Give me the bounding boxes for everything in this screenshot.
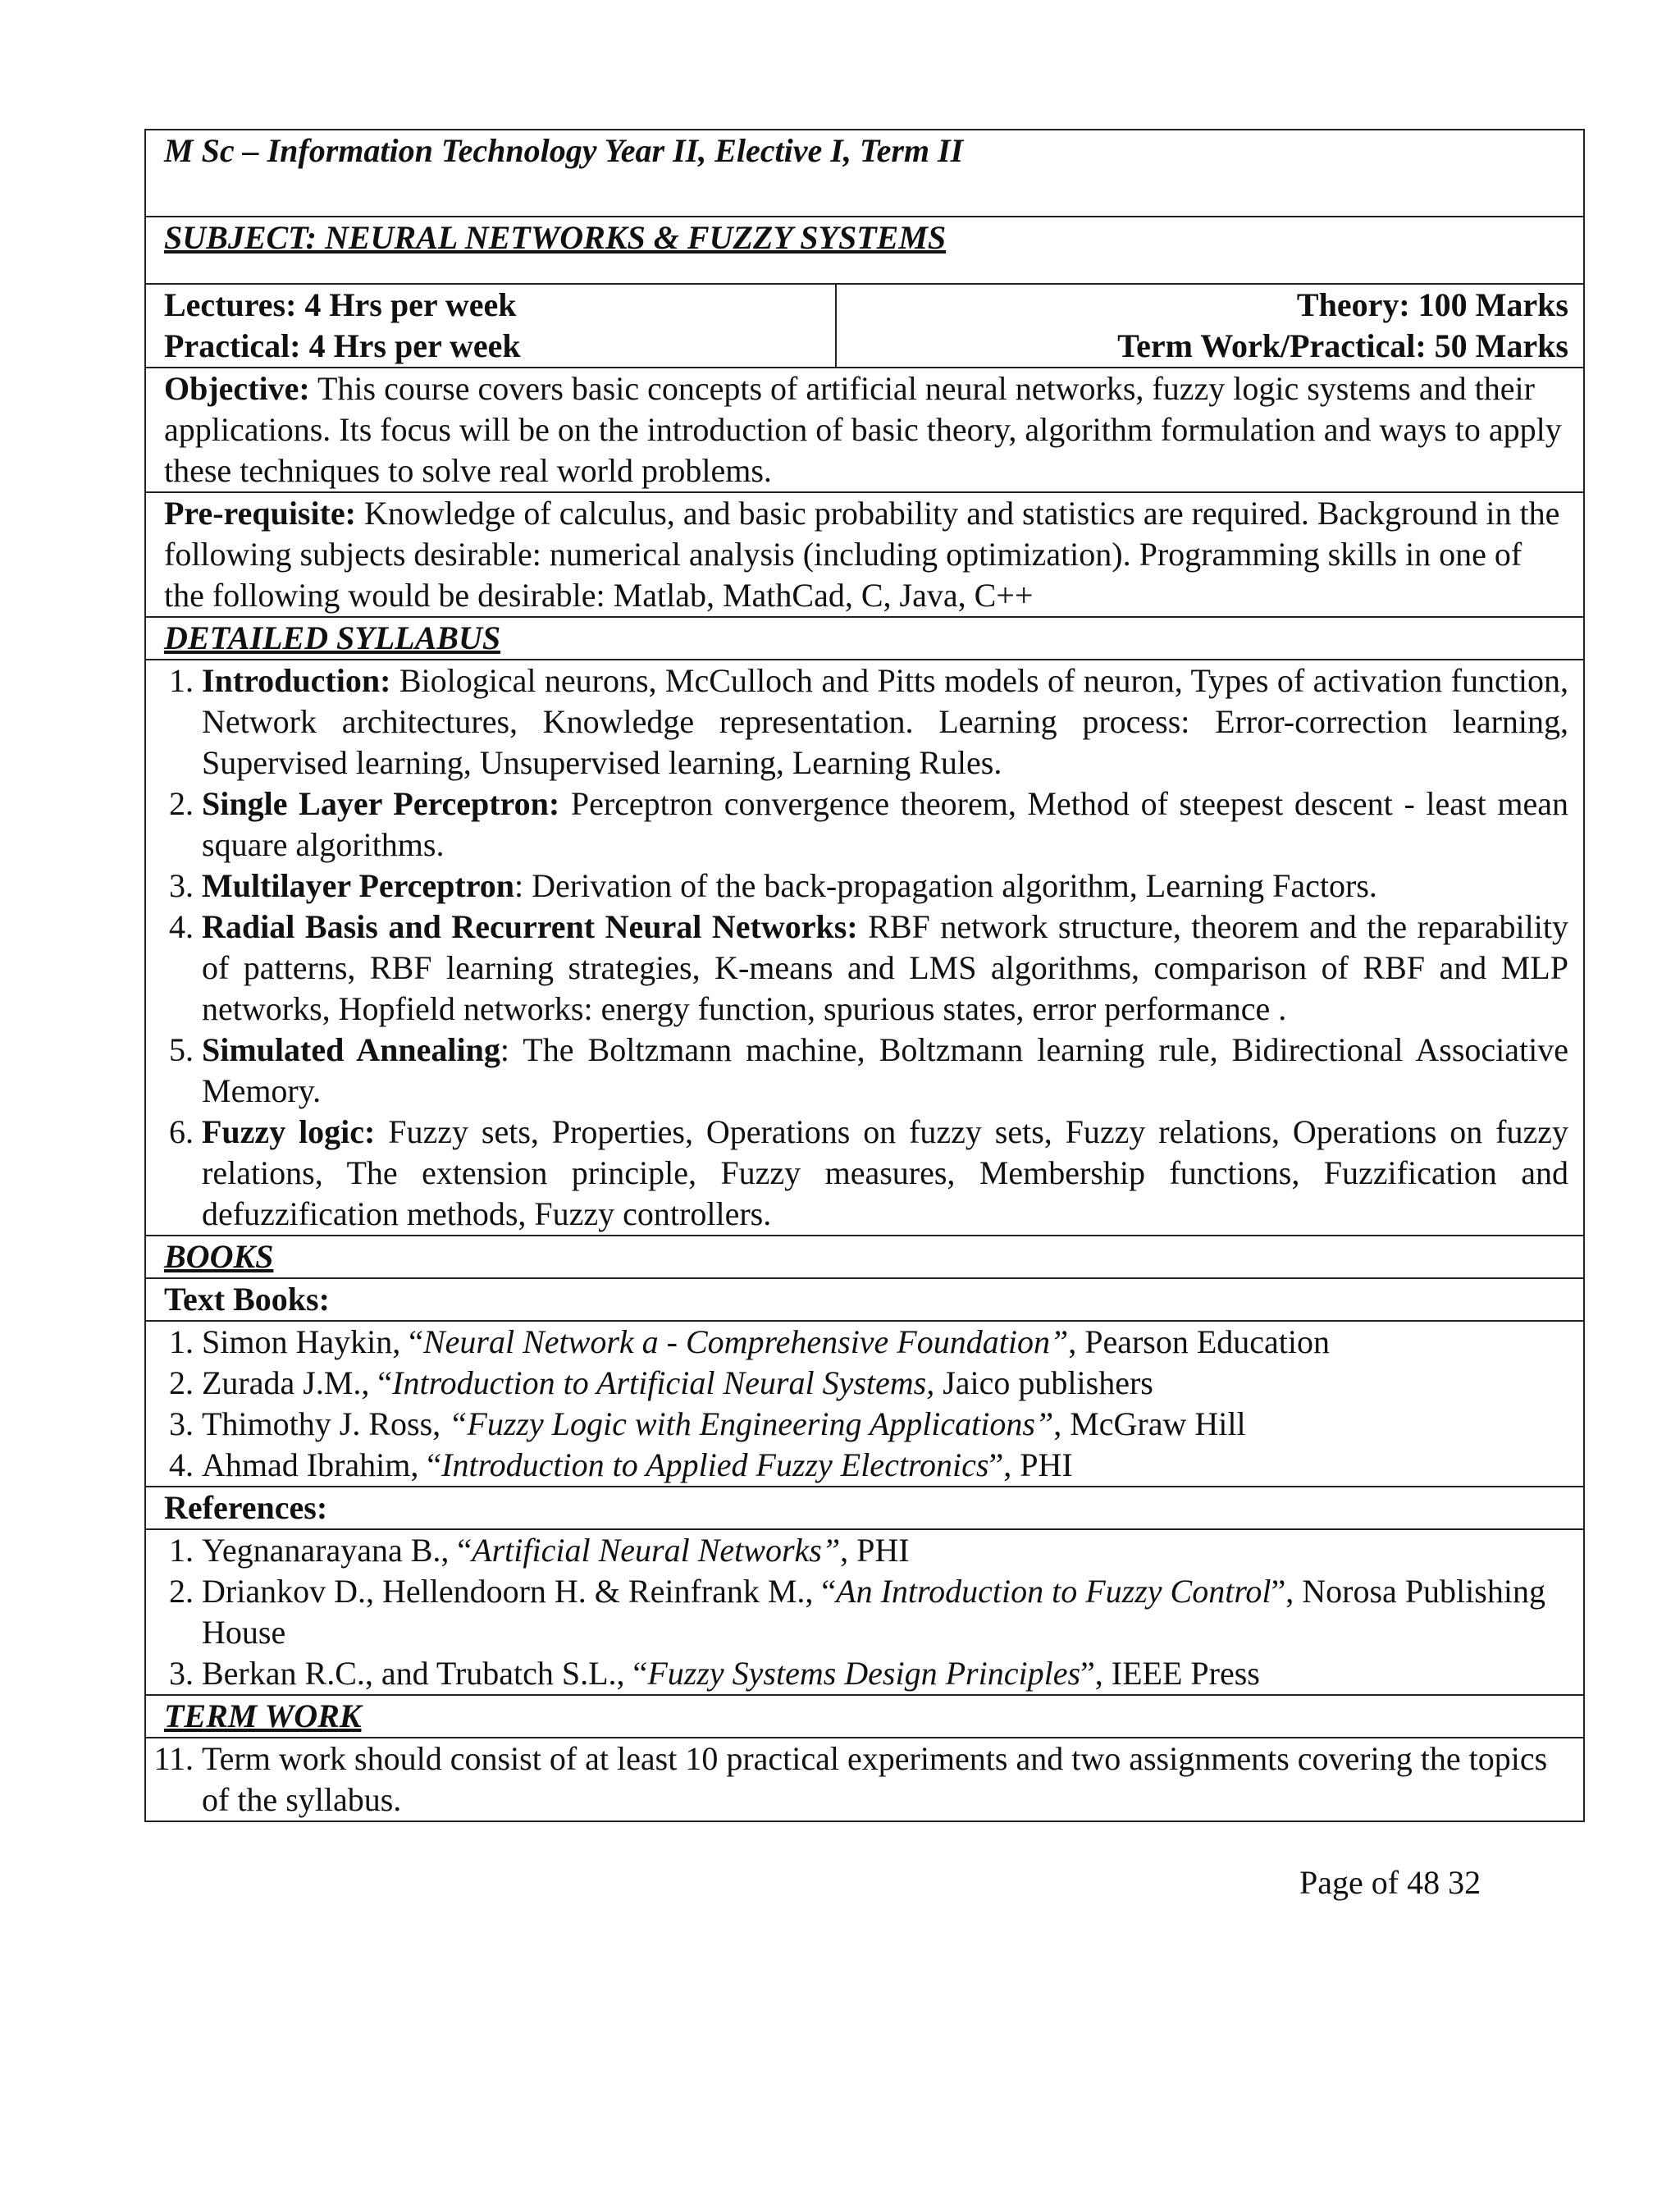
book-publisher: , Pearson Education [1068,1323,1331,1360]
book-title: Fuzzy Systems Design Principles [647,1655,1081,1692]
book-publisher: ”, PHI [988,1446,1073,1483]
term-work-item [153,1738,1568,1821]
book-title: Neural Network a - Comprehensive Foundation” [422,1323,1069,1360]
item-text: RBF network structure, theorem and the reparability of patterns, RBF learning strategies, K-means and LMS algorithms, comparison of RBF and MLP networks, Hopfield networks: energy function, spurious states, error performance . [202,908,1568,1027]
text-books-label: Text Books: [164,1281,330,1318]
references-label-cell [145,1487,1584,1529]
item-number: 3. [169,1405,194,1442]
item-number: 1. [169,1323,194,1360]
references-label: References: [164,1489,328,1526]
syllabus-item [164,866,1568,907]
objective-label: Objective: [164,370,310,407]
item-number: 5. [169,1031,194,1068]
program-title-cell [145,130,1584,217]
book-title: “Fuzzy Logic with Engineering Applications” [449,1405,1054,1442]
book-publisher: ”, Norosa Publishing House [202,1573,1545,1651]
book-author: Zurada J.M., “ [202,1364,393,1401]
subject-cell [145,217,1584,284]
hours-left-cell [145,284,836,368]
item-text: Term work should consist of at least 10 practical experiments and two assignments covering the topics of the syllabus. [202,1740,1548,1818]
book-title: Introduction to Artificial Neural Systems, [392,1364,935,1401]
syllabus-item [164,1030,1568,1112]
book-publisher: , McGraw Hill [1053,1405,1246,1442]
item-text: : Derivation of the back-propagation algorithm, Learning Factors. [514,867,1377,904]
book-author: Yegnanarayana B., “ [202,1532,472,1569]
page-footer [1299,1863,1489,1902]
item-number: 3. [169,867,194,904]
objective-text: This course covers basic concepts of artificial neural networks, fuzzy logic systems and their applications. Its focus will be on the introduction of basic theory, algorithm formulation and ways to apply these techniques to solve real world problems. [164,370,1562,489]
item-number: 2. [169,1364,194,1401]
references-list-cell [145,1529,1584,1695]
book-publisher: ”, IEEE Press [1080,1655,1260,1692]
item-text: Fuzzy sets, Properties, Operations on fuzzy sets, Fuzzy relations, Operations on fuzzy relations, The extension principle, Fuzzy measures, Membership functions, Fuzzification and defuzzification methods, Fuzzy controllers. [202,1113,1568,1232]
reference-item [164,1530,1568,1571]
reference-item [164,1571,1568,1653]
books-heading: BOOKS [164,1238,274,1275]
practical-hours: Practical: 4 Hrs per week [164,327,521,364]
item-number: 1. [169,1532,194,1569]
text-book-item [164,1363,1568,1404]
text-books-list [164,1322,1568,1486]
theory-marks: Theory: 100 Marks [1296,286,1568,323]
term-work-list [153,1738,1568,1821]
item-number: 2. [169,785,194,822]
text-books-list-cell [145,1321,1584,1487]
item-text: : The Boltzmann machine, Boltzmann learning rule, Bidirectional Associative Memory. [202,1031,1568,1109]
item-title: Radial Basis and Recurrent Neural Networks: [202,908,858,945]
item-number: 4. [169,1446,194,1483]
item-title: Fuzzy logic: [202,1113,376,1150]
item-title: Introduction: [202,662,391,699]
syllabus-item [164,783,1568,866]
prerequisite-label: Pre-requisite: [164,495,357,532]
term-work-heading: TERM WORK [164,1697,362,1734]
lectures-hours: Lectures: 4 Hrs per week [164,286,517,323]
objective-cell [145,368,1584,492]
syllabus-list [164,660,1568,1235]
book-author: Simon Haykin, “ [202,1323,423,1360]
item-title: Single Layer Perceptron: [202,785,560,822]
page-number: 32 [1448,1864,1481,1901]
item-title: Multilayer Perceptron [202,867,515,904]
reference-item [164,1653,1568,1694]
text-book-item [164,1404,1568,1445]
item-number: 2. [169,1573,194,1610]
book-title: Introduction to Applied Fuzzy Electronics [441,1446,989,1483]
book-author: Thimothy J. Ross, [202,1405,450,1442]
prerequisite-text: Knowledge of calculus, and basic probability and statistics are required. Background in the following subjects desirable: numerical analysis (including optimization). Programming skills in one of the following would be desirable: Matlab, MathCad, C, Java, C++ [164,495,1560,614]
item-title: Simulated Annealing [202,1031,500,1068]
term-work-heading-cell [145,1695,1584,1738]
page-label: Page of 48 [1299,1864,1440,1901]
syllabus-item [164,907,1568,1030]
item-number: 4. [169,908,194,945]
item-number: 3. [169,1655,194,1692]
term-work-list-cell [145,1738,1584,1821]
syllabus-table [144,129,1585,1822]
book-author: Driankov D., Hellendoorn H. & Reinfrank M., “ [202,1573,837,1610]
termwork-marks: Term Work/Practical: 50 Marks [1117,327,1568,364]
book-publisher: , PHI [840,1532,910,1569]
item-number: 6. [169,1113,194,1150]
prerequisite-cell [145,492,1584,617]
item-text: Perceptron convergence theorem, Method of steepest descent - least mean square algorithms. [202,785,1568,863]
syllabus-item [164,660,1568,783]
marks-right-cell [836,284,1584,368]
item-number: 1. [169,662,194,699]
book-author: Ahmad Ibrahim, “ [202,1446,442,1483]
item-text: Biological neurons, McCulloch and Pitts models of neuron, Types of activation function, Network architectures, Knowledge representation. Learning process: Error-correction learning, Supervised learning, Unsupervised learning, Learning Rules. [202,662,1568,781]
syllabus-item [164,1112,1568,1235]
book-title: An Introduction to Fuzzy Control [836,1573,1271,1610]
references-list [164,1530,1568,1694]
text-books-label-cell [145,1278,1584,1321]
syllabus-heading: DETAILED SYLLABUS [164,619,501,656]
book-author: Berkan R.C., and Trubatch S.L., “ [202,1655,648,1692]
books-heading-cell [145,1236,1584,1278]
book-publisher: Jaico publishers [934,1364,1153,1401]
text-book-item [164,1445,1568,1486]
program-title: M Sc – Information Technology Year II, Elective I, Term II [164,132,964,169]
syllabus-heading-cell [145,617,1584,660]
subject-title: SUBJECT: NEURAL NETWORKS & FUZZY SYSTEMS [164,219,947,256]
syllabus-list-cell [145,660,1584,1236]
book-title: Artificial Neural Networks” [472,1532,841,1569]
item-number: 11. [153,1740,194,1777]
text-book-item [164,1322,1568,1363]
